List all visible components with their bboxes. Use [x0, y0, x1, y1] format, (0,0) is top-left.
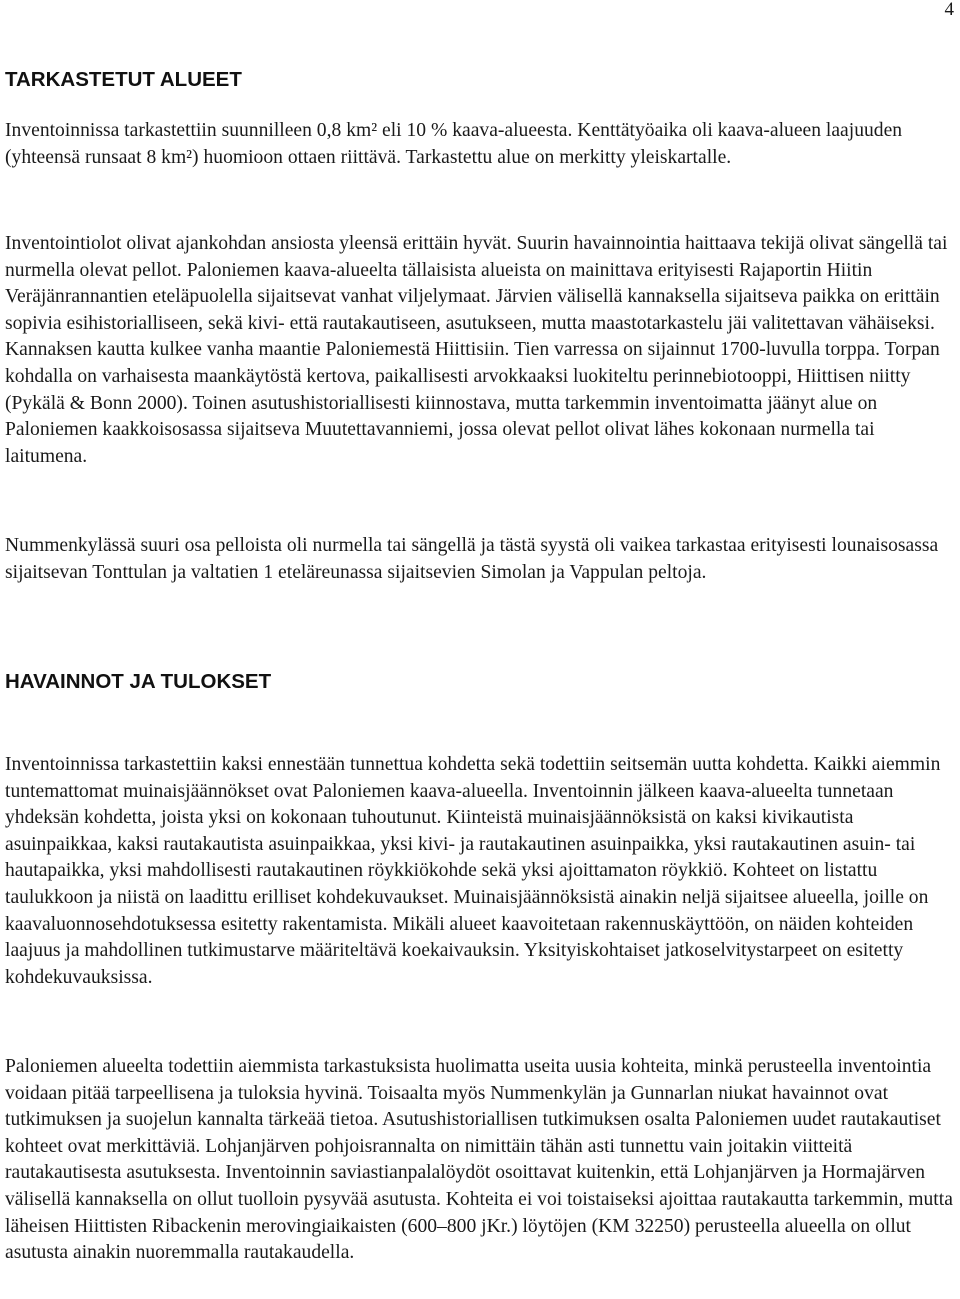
section-heading-havainnot-ja-tulokset: HAVAINNOT JA TULOKSET — [5, 670, 272, 693]
paragraph: Inventointiolot olivat ajankohdan ansiosta yleensä erittäin hyvät. Suurin havainnointia haittaava tekijä olivat sängellä tai nurmella olevat pellot. Paloniemen kaava-alueelta tällaisista alueista on mainittava erityisesti Rajaportin Hiitin Veräjänrannantien eteläpuolella sijaitsevat vanhat viljelymaat. Järvien välisellä kannaksella sijaitseva paikka on erittäin sopivia esihistorialliseen, sekä kivi- että rautakautiseen, asutukseen, mutta maastotarkastelu jäi valitettavan vähäiseksi. Kannaksen kautta kulkee vanha maantie Paloniemestä Hiittisiin. Tien varressa on sijainnut 1700-luvulla torppa. Torpan kohdalla on varhaisesta maankäytöstä kertova, paikallisesti arvokkaaksi luokiteltu perinnebiotooppi, Hiittisen niitty (Pykälä & Bonn 2000). Toinen asutushistoriallisesti kiinnostava, mutta tarkemmin inventoimatta jäänyt alue on Paloniemen kaakkoisosassa sijaitseva Muutettavanniemi, jossa olevat pellot olivat lähes kokonaan nurmella tai laitumena. — [5, 233, 948, 467]
page-number: 4 — [944, 0, 954, 20]
paragraph: Paloniemen alueelta todettiin aiemmista tarkastuksista huolimatta useita uusia kohteita, minkä perusteella inventointia voidaan pitää tarpeellisena ja tuloksia hyvinä. Toisaalta myös Nummenkylän ja Gunnarlan niukat havainnot ovat tutkimuksen ja suojelun kannalta tärkeää tietoa. Asutushistoriallisen tutkimuksen osalta Paloniemen uudet rautakautiset kohteet ovat merkittäviä. Lohjanjärven pohjoisrannalta on nimittäin tähän asti tunnettu vain joitakin viitteitä rautakautisesta asutuksesta. Inventoinnin saviastianpalalöydöt osoittavat kuitenkin, että Lohjanjärven ja Hormajärven välisellä kannaksella on ollut tuolloin pysyvää asutusta. Kohteita ei voi toistaiseksi ajoittaa rautakautta tarkemmin, mutta läheisen Hiittisten Ribackenin merovingiaikaisten (600–800 jKr.) löytöjen (KM 32250) perusteella alueella on ollut asutusta ainakin nuoremmalla rautakaudella. — [5, 1056, 953, 1264]
section-heading-tarkastetut-alueet: TARKASTETUT ALUEET — [5, 68, 242, 91]
paragraph: Nummenkylässä suuri osa pelloista oli nurmella tai sängellä ja tästä syystä oli vaikea tarkastaa erityisesti lounaisosassa sijaitsevan Tonttulan ja valtatien 1 eteläreunassa sijaitsevien Simolan ja Vappulan peltoja. — [5, 535, 939, 583]
paragraph: Inventoinnissa tarkastettiin suunnilleen 0,8 km² eli 10 % kaava-alueesta. Kenttätyöaika oli kaava-alueen laajuuden (yhteensä runsaat 8 km²) huomioon ottaen riittävä. Tarkastettu alue on merkitty yleiskartalle. — [5, 120, 903, 168]
paragraph: Inventoinnissa tarkastettiin kaksi ennestään tunnettua kohdetta sekä todettiin seitsemän uutta kohdetta. Kaikki aiemmin tuntemattomat muinaisjäännökset ovat Paloniemen kaava-alueella. Inventoinnin jälkeen kaava-alueelta tunnetaan yhdeksän kohdetta, joista yksi on kokonaan tuhoutunut. Kiinteistä muinaisjäännöksistä on kaksi kivikautista asuinpaikkaa, kaksi rautakautista asuinpaikkaa, yksi kivi- ja rautakautinen asuinpaikka, yksi rautakautinen asuin- tai hautapaikka, yksi mahdollisesti rautakautinen röykkiökohde sekä yksi ajoittamaton röykkiö. Kohteet on listattu taulukkoon ja niistä on laadittu erilliset kohdekuvaukset. Muinaisjäännöksistä ainakin neljä sijaitsee alueella, joille on kaavaluonnosehdotuksessa esitetty rakentamista. Mikäli alueet kaavoitetaan rakennuskäyttöön, on näiden kohteiden laajuus ja mahdollinen tutkimustarve määriteltävä koekaivauksin. Yksityiskohtaiset jatkoselvitystarpeet on esitetty kohdekuvauksissa. — [5, 754, 941, 988]
